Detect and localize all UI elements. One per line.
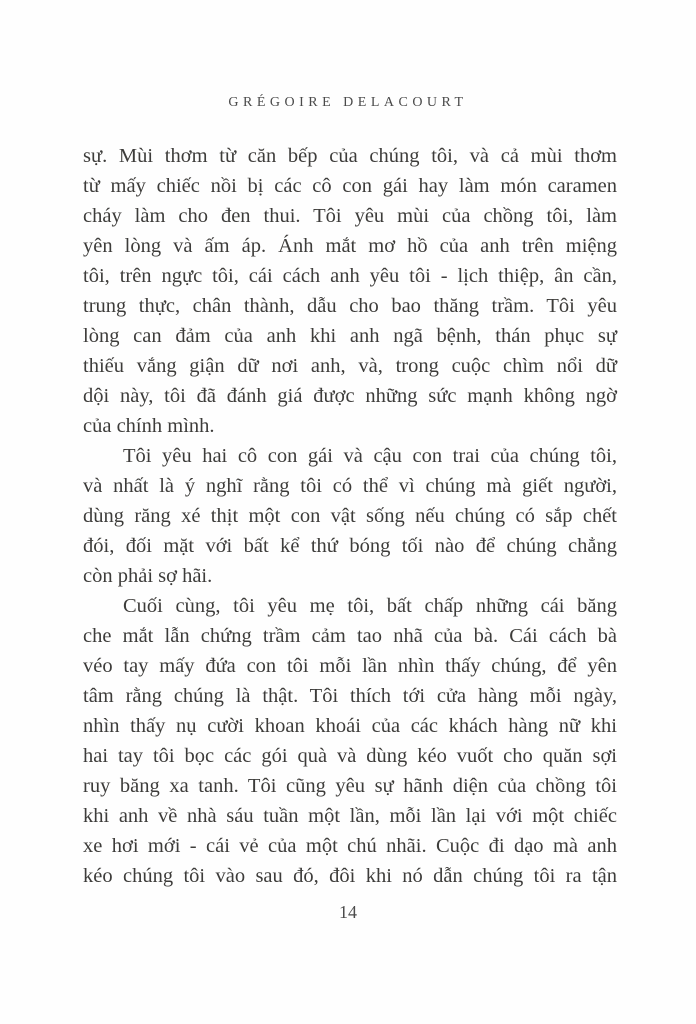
text-line: từ mấy chiếc nồi bị các cô con gái hay làm món caramen xyxy=(83,175,617,197)
text-line: tôi, trên ngực tôi, cái cách anh yêu tôi - lịch thiệp, ân cần, xyxy=(83,265,617,287)
text-line: đói, đối mặt với bất kể thứ bóng tối nào để chúng chẳng xyxy=(83,535,617,557)
text-line: khi anh về nhà sáu tuần một lần, mỗi lần lại với một chiếc xyxy=(83,805,617,827)
text-line: Cuối cùng, tôi yêu mẹ tôi, bất chấp những cái băng xyxy=(123,595,617,617)
text-line: lòng can đảm của anh khi anh ngã bệnh, thán phục sự xyxy=(83,325,617,347)
text-line: tâm rằng chúng là thật. Tôi thích tới cửa hàng mỗi ngày, xyxy=(83,685,617,707)
text-line: cháy làm cho đen thui. Tôi yêu mùi của chồng tôi, làm xyxy=(83,205,617,227)
body-text xyxy=(83,141,617,891)
text-line: yên lòng và ấm áp. Ánh mắt mơ hồ của anh trên miệng xyxy=(83,235,617,257)
text-line: thiếu vắng giận dữ nơi anh, và, trong cuộc chìm nổi dữ xyxy=(83,355,617,377)
text-line: véo tay mấy đứa con tôi mỗi lần nhìn thấy chúng, để yên xyxy=(83,655,617,677)
text-line: Tôi yêu hai cô con gái và cậu con trai của chúng tôi, xyxy=(123,445,617,467)
page-number: 14 xyxy=(339,902,357,922)
text-line: hai tay tôi bọc các gói quà và dùng kéo vuốt cho quăn sợi xyxy=(83,745,617,767)
text-line: trung thực, chân thành, dẫu cho bao thăng trầm. Tôi yêu xyxy=(83,295,617,317)
text-line: xe hơi mới - cái vẻ của một chú nhãi. Cuộc đi dạo mà anh xyxy=(83,835,617,857)
text-line: và nhất là ý nghĩ rằng tôi có thể vì chúng mà giết người, xyxy=(83,475,617,497)
text-line: dùng răng xé thịt một con vật sống nếu chúng có sắp chết xyxy=(83,505,617,527)
text-line: ruy băng xa tanh. Tôi cũng yêu sự hãnh diện của chồng tôi xyxy=(83,775,617,797)
paragraph xyxy=(83,441,617,591)
text-line: che mắt lẫn chứng trầm cảm tao nhã của bà. Cái cách bà xyxy=(83,625,617,647)
text-line: còn phải sợ hãi. xyxy=(83,565,213,587)
text-line: kéo chúng tôi vào sau đó, đôi khi nó dẫn chúng tôi ra tận xyxy=(83,865,617,887)
paragraph xyxy=(83,591,617,891)
text-line: sự. Mùi thơm từ căn bếp của chúng tôi, và cả mùi thơm xyxy=(83,145,617,167)
text-line: dội này, tôi đã đánh giá được những sức mạnh không ngờ xyxy=(83,385,617,407)
text-line: của chính mình. xyxy=(83,415,215,437)
running-header-author: GRÉGOIRE DELACOURT xyxy=(228,95,468,110)
paragraph xyxy=(83,141,617,441)
text-line: nhìn thấy nụ cười khoan khoái của các khách hàng nữ khi xyxy=(83,715,617,737)
